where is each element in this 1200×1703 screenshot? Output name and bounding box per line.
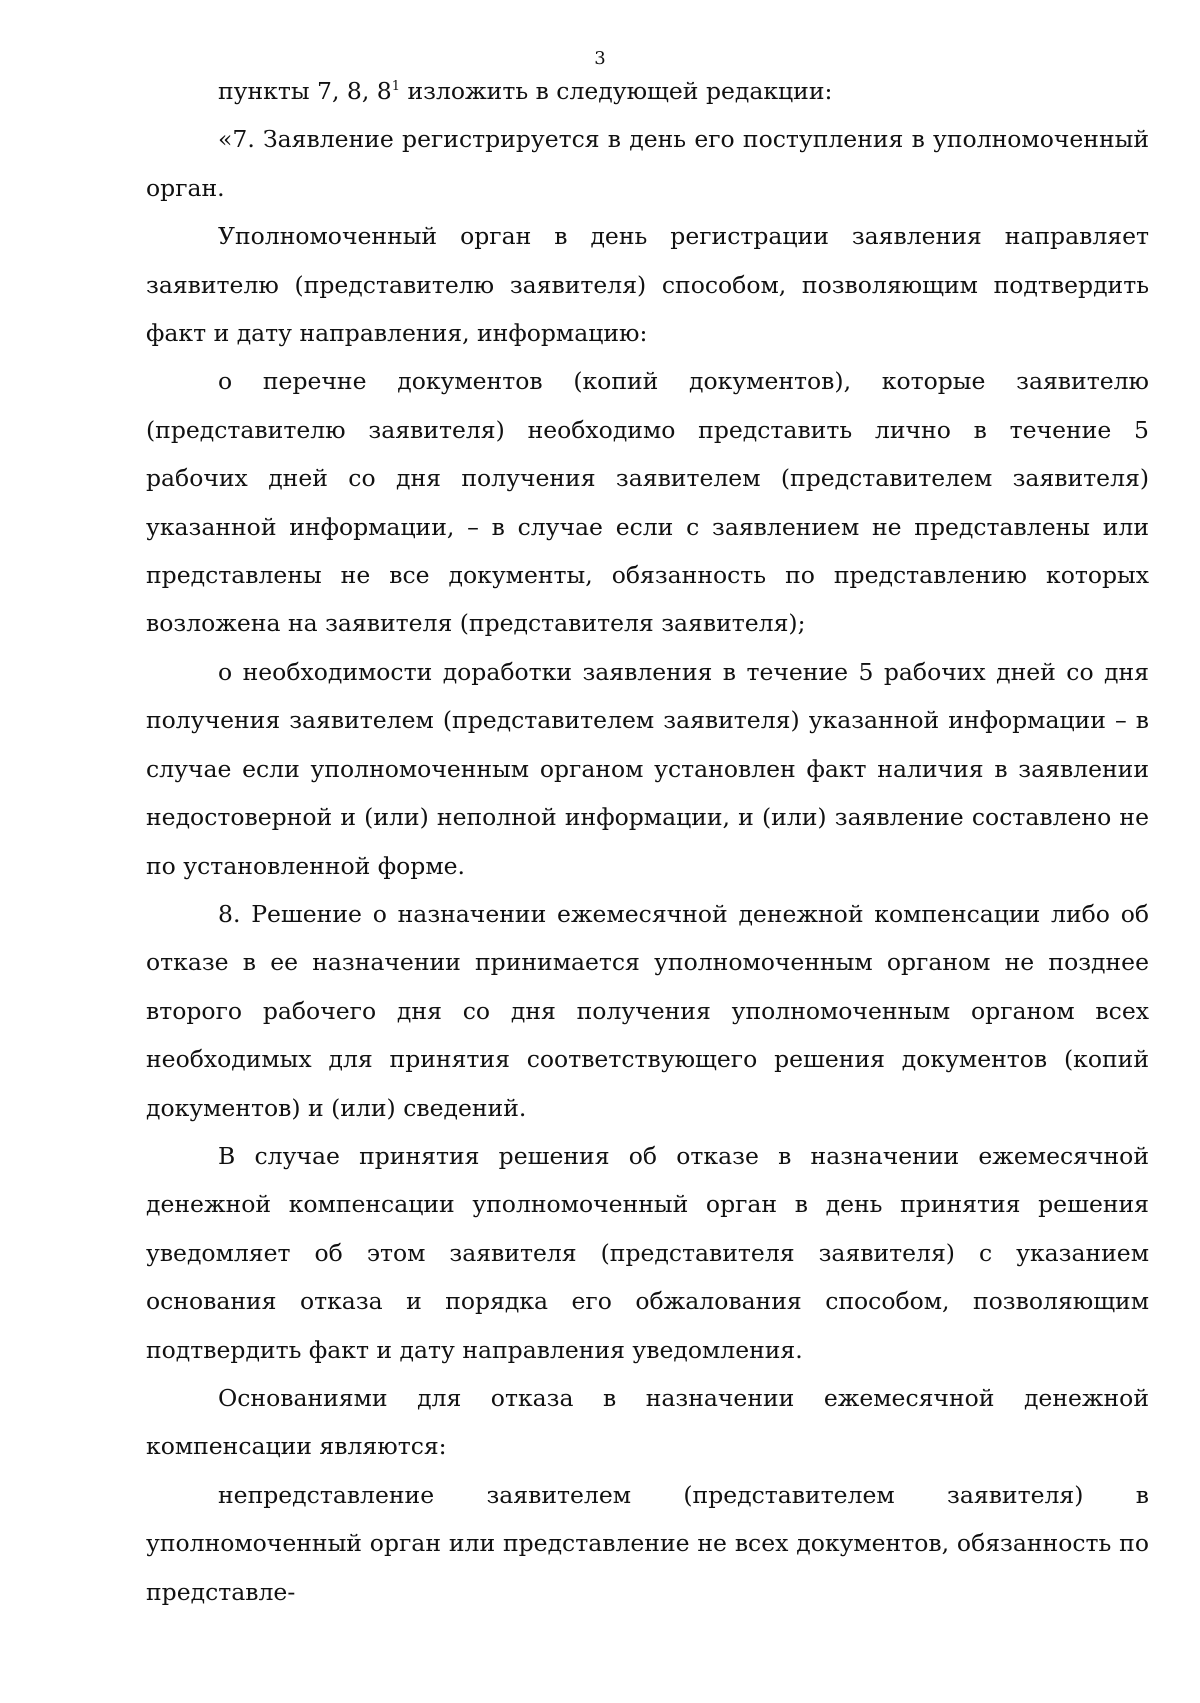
paragraph-item-8: 8. Решение о назначении ежемесячной денежной компенсации либо об отказе в ее назначении принимается уполномоченным органом не позднее второго рабочего дня со дня получения уполномоченным органом всех необходимых для принятия соответствующего решения документов (копий документов) и (или) сведений.	[146, 899, 1149, 1122]
paragraph-refusal-grounds: Основаниями для отказа в назначении ежемесячной денежной компенсации являются:	[146, 1383, 1149, 1461]
paragraph-documents-list: о перечне документов (копий документов), которые заявителю (представителю заявителя) необходимо представить лично в течение 5 рабочих дней со дня получения заявителем (представителем заявителя) указанной информации, – в случае если с заявлением не представлены или представлены не все документы, обязанность по представлению которых возложена на заявителя (представителя заявителя);	[146, 367, 1149, 638]
page-number: 3	[594, 48, 606, 69]
document-body	[146, 67, 1149, 1616]
paragraph-amendment-intro: пункты 7, 8, $8^1$ изложить в следующей редакции:	[218, 77, 833, 105]
paragraph-refusal-notice: В случае принятия решения об отказе в назначении ежемесячной денежной компенсации уполномоченный орган в день принятия решения уведомляет об этом заявителя (представителя заявителя) с указанием основания отказа и порядка его обжалования способом, позволяющим подтвердить факт и дату направления уведомления.	[146, 1141, 1149, 1364]
paragraph-item-7: «7. Заявление регистрируется в день его поступления в уполномоченный орган.	[146, 125, 1149, 202]
paragraph-registration-notice: Уполномоченный орган в день регистрации заявления направляет заявителю (представителю заявителя) способом, позволяющим подтвердить факт и дату направления, информацию:	[146, 222, 1149, 348]
paragraph-non-submission: непредставление заявителем (представителем заявителя) в уполномоченный орган или представление не всех документов, обязанность по представле-	[146, 1480, 1149, 1606]
superscript-index: 1	[391, 79, 401, 95]
paragraph-revision: о необходимости доработки заявления в течение 5 рабочих дней со дня получения заявителем (представителем заявителя) указанной информации – в случае если уполномоченным органом установлен факт наличия в заявлении недостоверной и (или) неполной информации, и (или) заявление составлено не по установленной форме.	[146, 657, 1149, 880]
